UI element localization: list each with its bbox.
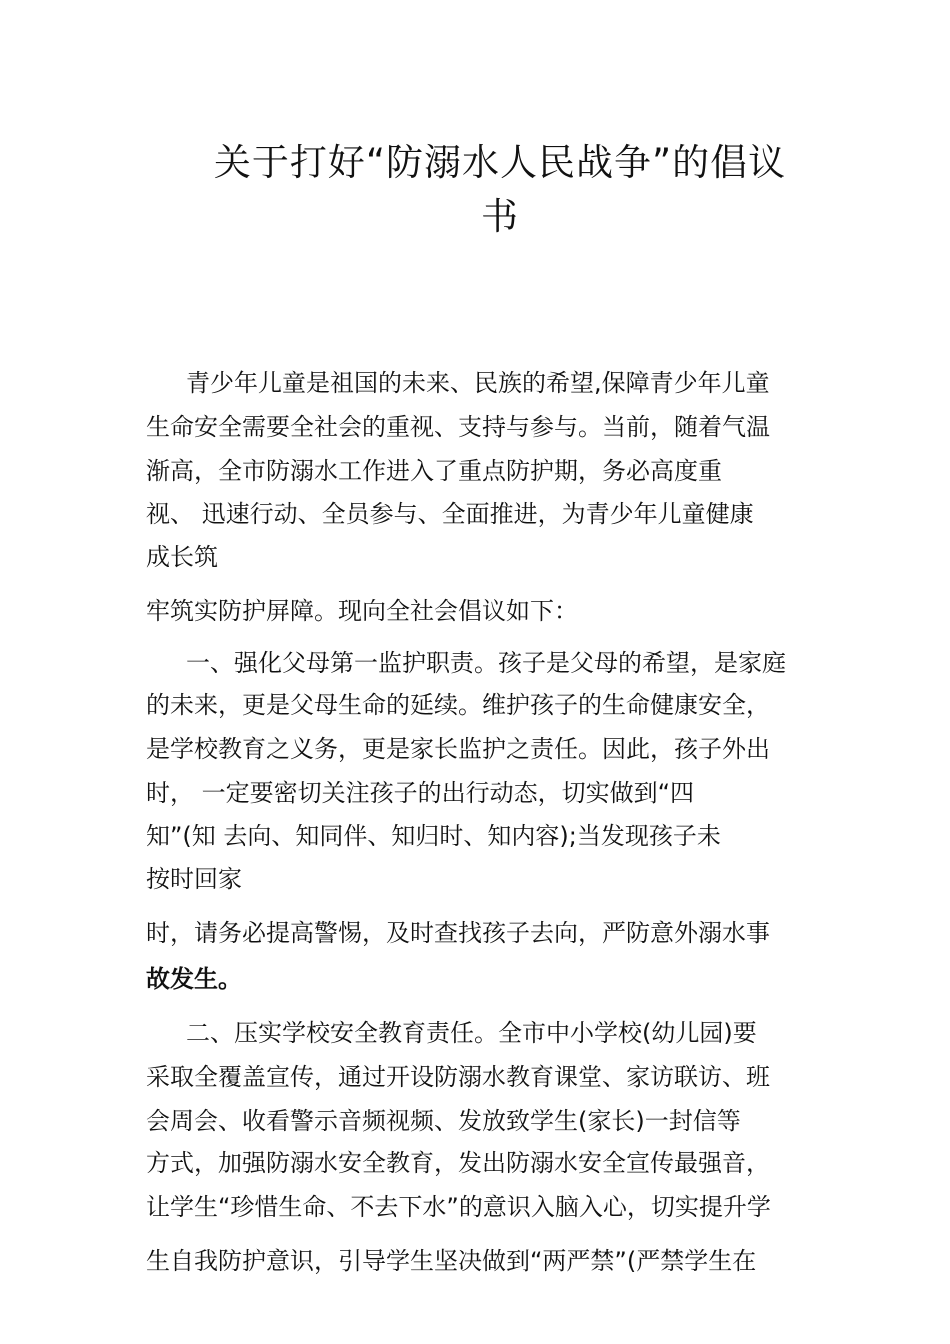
body-line: 一、强化父母第一监护职责。孩子是父母的希望，是家庭 [186,649,786,677]
body-line: 的未来，更是父母生命的延续。维护孩子的生命健康安全， [146,691,770,719]
body-line: 牢筑实防护屏障。现向全社会倡议如下： [146,597,578,625]
title-line-2: 书 [481,195,519,238]
body-line: 时，请务必提高警惕，及时查找孩子去向，严防意外溺水事 [146,919,770,947]
document-title [180,136,820,244]
body-line: 是学校教育之义务，更是家长监护之责任。因此，孩子外出 [146,735,770,763]
body-line: 故发生。 [146,965,242,993]
title-line-1: 关于打好“防溺水人民战争”的倡议 [213,141,787,184]
body-line: 采取全覆盖宣传，通过开设防溺水教育课堂、家访联访、班 [146,1063,770,1091]
body-line: 会周会、收看警示音频视频、发放致学生(家长)一封信等 [146,1107,741,1135]
body-line: 让学生“珍惜生命、不去下水”的意识入脑入心，切实提升学 [146,1193,771,1221]
body-line: 生自我防护意识，引导学生坚决做到“两严禁”(严禁学生在 [146,1247,757,1275]
body-line: 二、压实学校安全教育责任。全市中小学校(幼儿园)要 [186,1019,757,1047]
body-line: 方式，加强防溺水安全教育，发出防溺水安全宣传最强音， [146,1149,770,1177]
body-line: 按时回家 [146,865,242,893]
body-line: 青少年儿童是祖国的未来、民族的希望,保障青少年儿童 [186,369,770,397]
body-line: 成长筑 [146,543,218,571]
body-line: 渐高，全市防溺水工作进入了重点防护期，务必高度重 [146,457,722,485]
body-line: 生命安全需要全社会的重视、支持与参与。当前，随着气温 [146,413,770,441]
body-line: 视、 迅速行动、全员参与、全面推进，为青少年儿童健康 [146,500,754,528]
body-line: 知”(知 去向、知同伴、知归时、知内容);当发现孩子未 [146,822,721,850]
body-line: 时， 一定要密切关注孩子的出行动态，切实做到“四 [146,779,695,807]
